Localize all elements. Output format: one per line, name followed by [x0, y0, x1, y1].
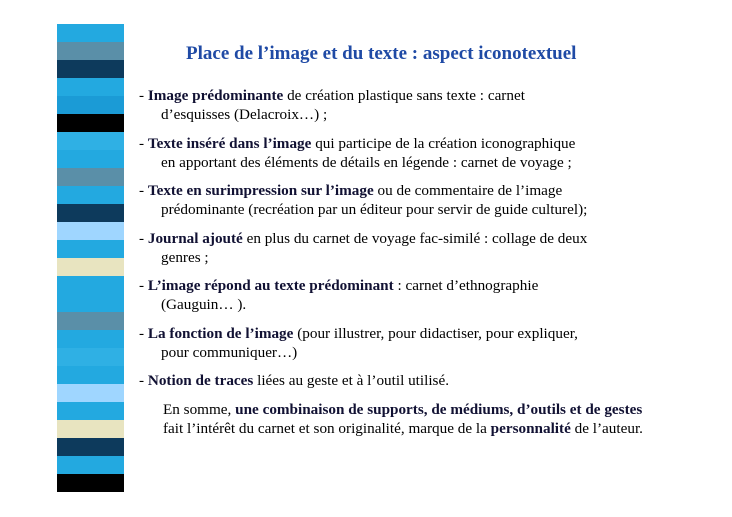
list-item [139, 371, 661, 390]
stripe-band [57, 366, 124, 384]
bullet-prefix: - [139, 87, 148, 104]
stripe-band [57, 474, 124, 492]
item-continuation: prédominante (recréation par un éditeur pour servir de guide culturel); [161, 201, 588, 218]
stripe-band [57, 294, 124, 312]
list-item [139, 86, 661, 124]
closing-keyword: une combinaison de supports, de médiums, d’outils et de gestes [235, 400, 643, 418]
list-item [139, 134, 661, 172]
bullet-prefix: - [139, 182, 148, 199]
bullet-prefix: - [139, 277, 148, 294]
stripe-band [57, 348, 124, 366]
stripe-band [57, 150, 124, 168]
item-continuation: genres ; [161, 248, 209, 266]
bullet-prefix: - [139, 372, 148, 389]
item-keyword: Texte en surimpression sur l’image [147, 182, 374, 199]
list-item [139, 229, 661, 267]
stripe-band [57, 60, 124, 78]
bullet-prefix: - [139, 229, 148, 247]
stripe-band [57, 456, 124, 474]
item-keyword: L’image répond au texte prédominant [147, 277, 394, 294]
stripe-band [57, 24, 124, 42]
stripe-band [57, 222, 124, 240]
stripe-band [57, 168, 124, 186]
stripe-band [57, 42, 124, 60]
item-keyword: Notion de traces [147, 372, 254, 389]
stripe-band [57, 114, 124, 132]
closing-paragraph [139, 400, 661, 438]
stripe-band [57, 96, 124, 114]
list-item [139, 276, 661, 314]
list-item [139, 324, 661, 362]
item-text: de création plastique sans texte : carnet [283, 87, 525, 104]
closing-keyword: personnalité [490, 419, 571, 437]
item-text: en plus du carnet de voyage fac-similé : collage de deux [242, 229, 588, 247]
slide-title: Place de l’image et du texte : aspect iconotextuel [186, 43, 577, 64]
item-keyword: Image prédominante [147, 87, 284, 104]
stripe-band [57, 384, 124, 402]
stripe-band [57, 186, 124, 204]
item-text: : carnet d’ethnographie [393, 277, 539, 294]
item-text: (pour illustrer, pour didactiser, pour expliquer, [293, 324, 578, 342]
closing-text: de l’auteur. [570, 419, 643, 437]
list-item [139, 181, 661, 219]
stripe-band [57, 276, 124, 294]
decorative-stripe-bar [57, 24, 124, 492]
item-text: liées au geste et à l’outil utilisé. [253, 372, 450, 389]
stripe-band [57, 78, 124, 96]
bullet-list [139, 86, 661, 447]
closing-text: En somme, [163, 400, 236, 418]
stripe-band [57, 420, 124, 438]
item-keyword: La fonction de l’image [147, 324, 294, 342]
bullet-prefix: - [139, 324, 148, 342]
stripe-band [57, 240, 124, 258]
item-keyword: Texte inséré dans l’image [147, 134, 312, 152]
item-continuation: pour communiquer…) [161, 343, 298, 361]
item-text: qui participe de la création iconographique [311, 134, 576, 152]
item-text: ou de commentaire de l’image [373, 182, 563, 199]
item-continuation: en apportant des éléments de détails en légende : carnet de voyage ; [161, 153, 572, 171]
item-keyword: Journal ajouté [147, 229, 243, 247]
stripe-band [57, 132, 124, 150]
stripe-band [57, 402, 124, 420]
stripe-band [57, 330, 124, 348]
stripe-band [57, 438, 124, 456]
closing-text: fait l’intérêt du carnet et son originalité, marque de la [163, 419, 491, 437]
stripe-band [57, 204, 124, 222]
item-continuation: (Gauguin… ). [161, 296, 247, 313]
stripe-band [57, 312, 124, 330]
stripe-band [57, 258, 124, 276]
bullet-prefix: - [139, 134, 148, 152]
item-continuation: d’esquisses (Delacroix…) ; [161, 106, 328, 123]
